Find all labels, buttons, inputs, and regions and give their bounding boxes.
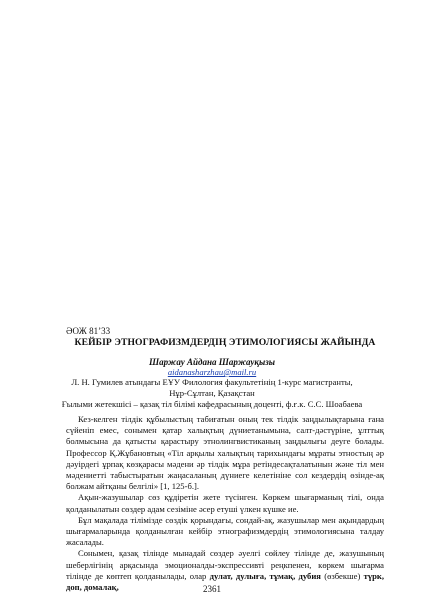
article-body [66, 414, 384, 593]
paragraph-2: Ақын-жазушылар сөз құдіретін жете түсінген. Көркем шығарманың тілі, онда қолданылатын сөздер адам сезіміне әсер етуші үлкен күшке ие. [66, 492, 384, 514]
paragraph-1: Кез-келген тілдік құбылыстың табиғатын оның тек тілдік заңдылықтарына ғана сүйеніп емес, сонымен қатар халықтың дүниетанымына, салт-дәстүріне, ұлттық болмысына да қатысты қарастыру этнолингвистиканың заңдылығы деуге болады. Профессор Қ.Жұбановтың «Тіл арқылы халықтың тарихындағы мұраты этностың әр дәуірдегі ұрпақ көзқарасы мәдени әр тілдік мұра ретіндесақталатынын және тіл мен мәдениетті табыстыратын жаңасаланың дүниеге келетініне сол кездердің өзінде-ақ болжам айтқаны белгілі» [1, 125-б.]. [66, 414, 384, 492]
paragraph-4-start: Сонымен, қазақ тілінде мынадай сөздер әуелгі сөйлеу тілінде де, жазушының шеберлігінің арқасында эмоционалды-экспрессивті реңкпенен, көркем шығарма тілінде де көптеп қолданылады, олар [66, 548, 384, 581]
author-affiliation: Л. Н. Гумилев атындағы ЕҰУ Филология факультетінің 1-курс магистранты, [71, 377, 353, 387]
author-name: Шаржау Айдана Шаржауқызы [148, 357, 275, 367]
paragraph-3: Бұл мақалада тілімізде сөздік қорындағы, сондай-ақ, жазушылар мен ақындардың шығармаларында қолданылған кейбір этнографизмдердің этимологиясына талдау жасалады. [66, 514, 384, 548]
article-title: КЕЙБІР ЭТНОГРАФИЗМДЕРДІҢ ЭТИМОЛОГИЯСЫ ЖАЙЫНДА [74, 337, 376, 348]
page-number: 2361 [203, 584, 221, 594]
supervisor-line: Ғылыми жетекшісі – қазақ тіл білімі кафедрасының доценті, ф.ғ.к. С.С. Шоабаева [61, 399, 363, 409]
keywords-2: түрк, доп, домалақ, [66, 570, 384, 593]
author-email-link[interactable]: aidanasharzhau@mail.ru [167, 367, 257, 377]
udc-code: ӘОЖ 81’33 [66, 326, 111, 336]
author-city: Нұр-Сұлтан, Қазақстан [169, 388, 255, 398]
keywords-1: дулат, дулыға, тұмақ, дубия [209, 570, 321, 581]
paragraph-4-mid: (өзбекше) [320, 570, 364, 581]
